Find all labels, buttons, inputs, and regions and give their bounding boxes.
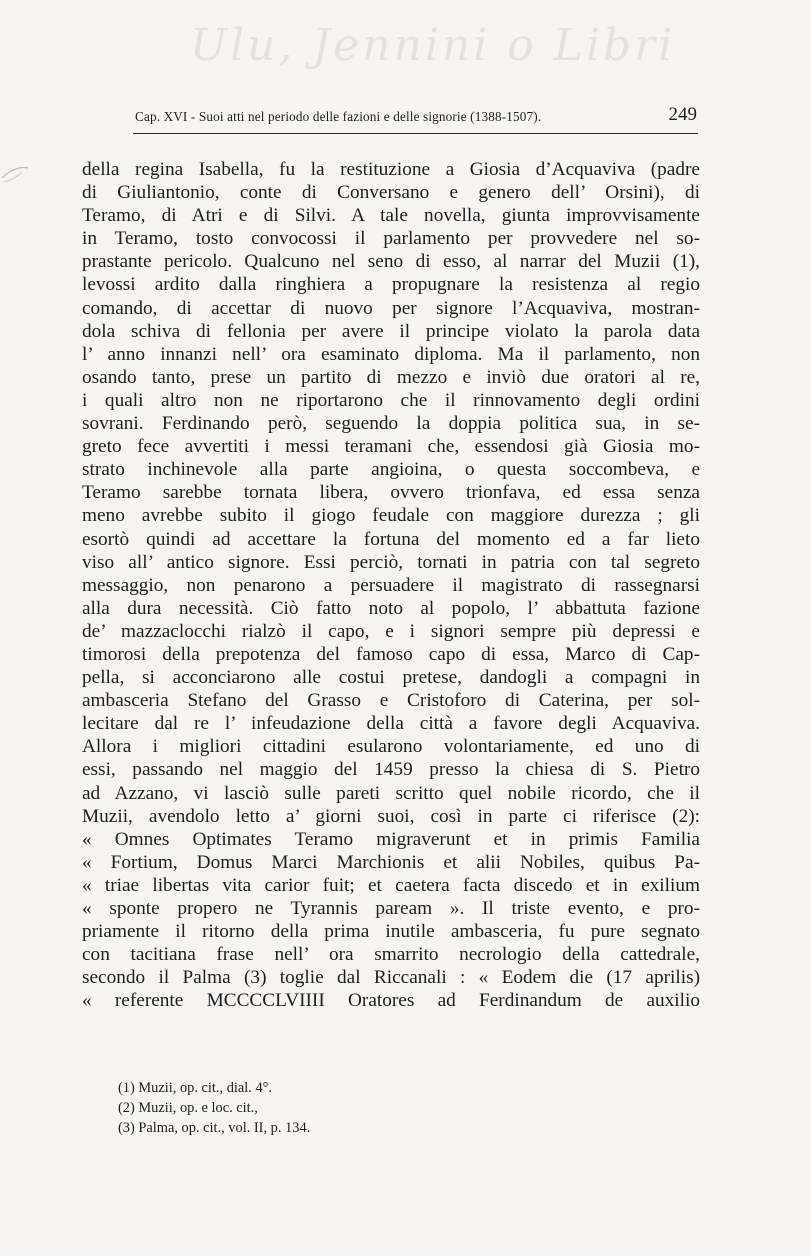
header-rule (133, 133, 698, 134)
footnote: (3) Palma, op. cit., vol. II, p. 134. (118, 1120, 311, 1136)
text-line: ad Azzano, vi lasciò sulle pareti scritto quel nobile ricordo, che il (82, 782, 700, 804)
show-through-handwriting: Ulu, Jennini o Libri (190, 20, 676, 71)
text-line: secondo il Palma (3) toglie dal Riccanali : « Eodem die (17 aprilis) (82, 967, 700, 989)
footnote: (1) Muzii, op. cit., dial. 4°. (118, 1080, 273, 1096)
text-line: alla dura necessità. Ciò fatto noto al popolo, l’ abbattuta fazione (82, 597, 700, 619)
text-line: levossi ardito dalla ringhiera a propugnare la resistenza al regio (82, 274, 700, 296)
text-line: « referente MCCCCLVIIII Oratores ad Ferdinandum de auxilio (82, 990, 700, 1012)
chapter-title: Cap. XVI - Suoi atti nel periodo delle fazioni e delle signorie (1388-1507). (135, 109, 542, 124)
text-line: sovrani. Ferdinando però, seguendo la doppia politica sua, in se- (82, 413, 700, 435)
text-line: con tacitiana frase nell’ ora smarrito necrologio della cattedrale, (82, 944, 700, 966)
text-line: in Teramo, tosto convocossi il parlamento per provvedere nel so- (82, 228, 700, 250)
text-line: prastante pericolo. Qualcuno nel seno di esso, al narrar del Muzii (1), (82, 251, 700, 273)
footnote: (2) Muzii, op. e loc. cit., (118, 1100, 258, 1116)
text-line: « Fortium, Domus Marci Marchionis et alii Nobiles, quibus Pa- (82, 851, 700, 873)
text-line: ambasceria Stefano del Grasso e Cristoforo di Caterina, per sol- (82, 690, 700, 712)
text-line: de’ mazzaclocchi rialzò il capo, e i signori sempre più depressi e (82, 620, 700, 642)
text-line: l’ anno innanzi nell’ ora esaminato diploma. Ma il parlamento, non (82, 343, 700, 365)
text-line: i quali altro non ne riportarono che il rinnovamento degli ordini (82, 389, 700, 411)
text-line: strato inchinevole alla parte angioina, o questa soccombeva, e (82, 459, 700, 481)
text-line: « sponte propero ne Tyrannis paream ». Il triste evento, e pro- (82, 898, 700, 919)
text-line: Allora i migliori cittadini esularono volontariamente, ed uno di (82, 736, 700, 758)
body-text (82, 158, 700, 1012)
text-line: di Giuliantonio, conte di Conversano e genero dell’ Orsini), di (82, 182, 700, 204)
text-line: Muzii, avendolo letto a’ giorni suoi, così in parte ci riferisce (2): (82, 805, 700, 827)
running-header (135, 102, 700, 132)
text-line: comando, di accettar di nuovo per signore l’Acquaviva, mostran- (82, 297, 700, 319)
show-through-text (520, 1039, 770, 1042)
text-line: lecitare dal re l’ infeudazione della città a favore degli Acquaviva. (82, 713, 700, 735)
text-line: « triae libertas vita carior fuit; et caetera facta discedo et in exilium (82, 874, 700, 896)
text-line: Teramo, di Atri e di Silvi. A tale novella, giunta improvvisamente (82, 205, 700, 227)
margin-mark (0, 160, 30, 200)
text-line: essi, passando nel maggio del 1459 presso la chiesa di S. Pietro (82, 759, 700, 781)
text-line: viso all’ antico signore. Essi perciò, tornati in patria con tal segreto (82, 551, 700, 573)
text-line: esortò quindi ad accettare la fortuna del momento ed a far lieto (82, 528, 700, 550)
text-line: priamente il ritorno della prima inutile ambasceria, fu pure segnato (82, 921, 700, 943)
text-line: messaggio, non penarono a persuadere il magistrato di rassegnarsi (82, 574, 700, 596)
page-number: 249 (668, 104, 697, 125)
text-line: pella, si acconciarono alle costui pretese, dandogli a compagni in (82, 667, 700, 689)
text-line: Teramo sarebbe tornata libera, ovvero trionfava, ed essa senza (82, 482, 700, 504)
text-line: dola schiva di fellonia per avere il principe violato la parola data (82, 320, 700, 342)
footnotes (118, 1078, 618, 1138)
text-line: « Omnes Optimates Teramo migraverunt et in primis Familia (82, 828, 700, 850)
text-line: greto fece avvertiti i messi teramani che, essendosi già Giosia mo- (82, 436, 700, 458)
text-line: della regina Isabella, fu la restituzione a Giosia d’Acquaviva (padre (82, 159, 700, 180)
text-line: osando tanto, prese un partito di mezzo e inviò due oratori al re, (82, 366, 700, 388)
text-line: timorosi della prepotenza del famoso capo di essa, Marco di Cap- (82, 643, 700, 665)
text-line: meno avrebbe subito il giogo feudale con maggiore durezza ; gli (82, 505, 700, 527)
